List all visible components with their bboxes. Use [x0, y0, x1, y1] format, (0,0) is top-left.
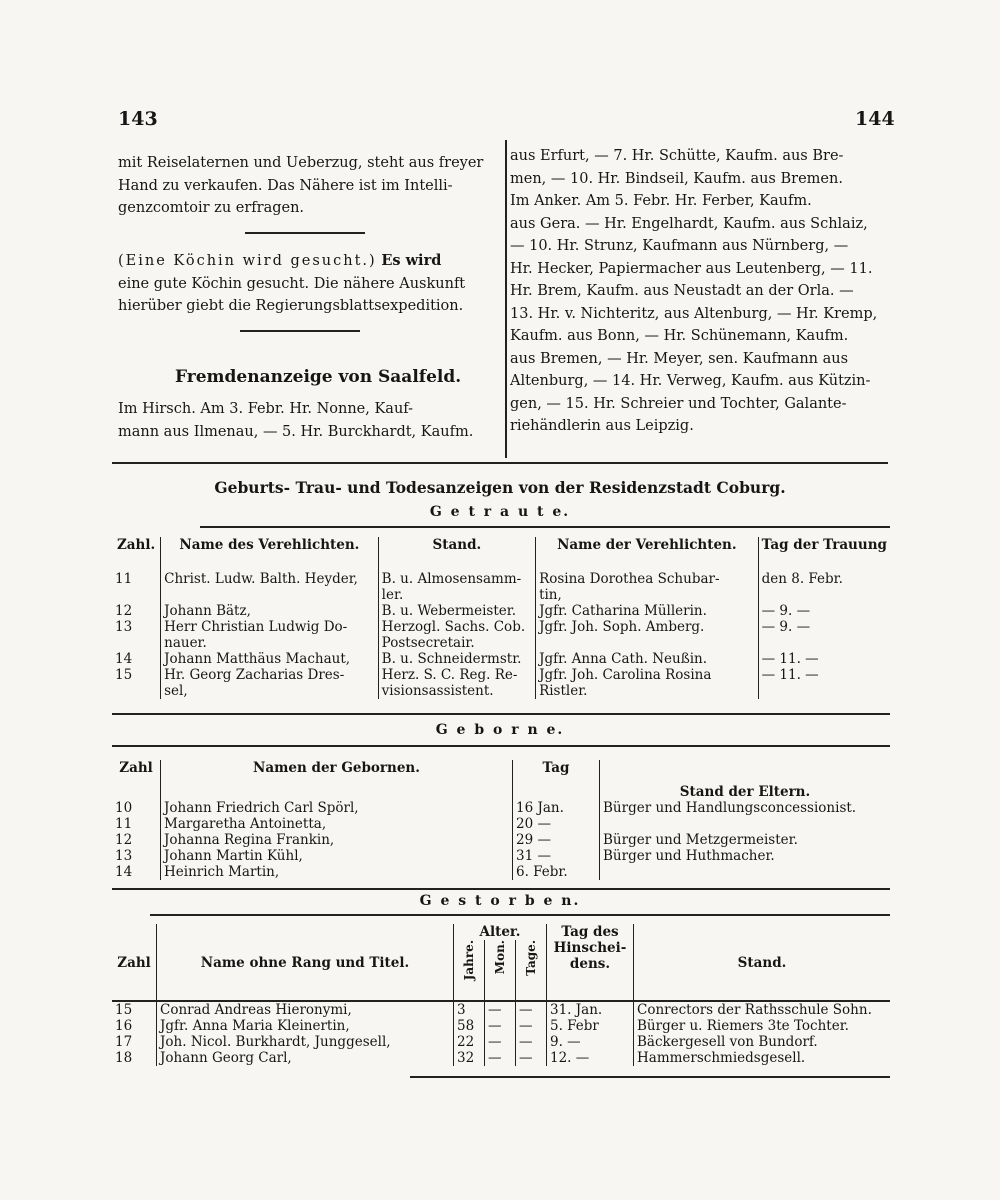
death-date: 9. — [547, 1034, 634, 1050]
table-row [112, 1002, 890, 1018]
age-days: — [516, 1034, 547, 1050]
gestorben-table [112, 924, 890, 1066]
wedding-date: — 9. — [758, 619, 890, 651]
deceased-name: Johann Georg Carl, [157, 1050, 454, 1066]
ad-line: hierüber giebt die Regierungsblattsexpedition. [118, 298, 464, 314]
age-days: — [516, 1050, 547, 1066]
bride-name: Jgfr. Catharina Müllerin. [536, 603, 759, 619]
getraute-title: G e t r a u t e. [429, 504, 571, 520]
ad-line: Kaufm. aus Bonn, — Hr. Schünemann, Kaufm. [510, 328, 849, 344]
col-header: Mon. [493, 940, 507, 975]
col-header: Zahl [117, 955, 151, 971]
birth-day: 6. Febr. [513, 864, 600, 880]
row-number: 15 [115, 1002, 133, 1018]
ad-line: — 10. Hr. Strunz, Kaufmann aus Nürnberg, — [510, 238, 849, 254]
groom-name: Herr Christian Ludwig Do- nauer. [161, 619, 379, 651]
ad-line: aus Bremen, — Hr. Meyer, sen. Kaufmann aus [510, 350, 849, 367]
bride-name: Jgfr. Anna Cath. Neußin. [536, 651, 759, 667]
age-years: 3 [454, 1002, 485, 1018]
child-name: Johann Friedrich Carl Spörl, [161, 800, 513, 816]
ad-line: aus Gera. — Hr. Engelhardt, Kaufm. aus Schlaiz, [510, 215, 868, 232]
deceased-name: Joh. Nicol. Burkhardt, Junggesell, [157, 1034, 454, 1050]
death-date: 31. Jan. [547, 1002, 634, 1018]
cook-ad [118, 250, 498, 318]
row-number: 17 [115, 1034, 133, 1050]
col-header: Jahre. [462, 940, 476, 981]
divider [112, 745, 890, 747]
deceased-status: Bürger u. Riemers 3te Tochter. [634, 1018, 891, 1034]
deceased-status: Conrectors der Rathsschule Sohn. [634, 1002, 891, 1018]
wedding-date: — 11. — [758, 651, 890, 667]
col-header: Stand. [378, 537, 535, 571]
birth-day: 20 — [513, 816, 600, 832]
birth-day: 31 — [513, 848, 600, 864]
row-number: 18 [115, 1050, 133, 1066]
col-header: Alter. [454, 924, 547, 940]
table-row [112, 848, 890, 864]
groom-status: B. u. Webermeister. [378, 603, 535, 619]
geborne-table [112, 760, 890, 880]
main-heading: Geburts- Trau- und Todesanzeigen von der Residenzstadt Coburg. [214, 478, 786, 497]
col-header: Stand. [634, 924, 891, 1002]
divider [112, 462, 888, 464]
divider [200, 526, 890, 528]
col-header: Tag der Trauung [758, 537, 890, 571]
table-row [112, 651, 890, 667]
parents-status: Bürger und Metzgermeister. [600, 832, 891, 848]
page-number-left: 143 [118, 108, 158, 130]
left-column [118, 152, 498, 220]
ad-line: gen, — 15. Hr. Schreier und Tochter, Galante- [510, 395, 847, 412]
col-header: Name der Verehlichten. [536, 537, 759, 571]
bride-name: Jgfr. Joh. Carolina Rosina Ristler. [536, 667, 759, 699]
getraute-table [112, 537, 890, 699]
column-divider [505, 140, 507, 458]
table-row [112, 603, 890, 619]
ad-heading: (Eine Köchin wird gesucht.) [118, 253, 377, 269]
wedding-date: den 8. Febr. [758, 571, 890, 603]
row-number: 12 [115, 832, 133, 848]
gestorben-title: G e s t o r b e n. [419, 893, 581, 909]
parents-status [600, 816, 891, 832]
divider [245, 232, 365, 234]
divider [112, 713, 890, 715]
groom-name: Christ. Ludw. Balth. Heyder, [161, 571, 379, 603]
age-years: 58 [454, 1018, 485, 1034]
ad-line: Es wird [381, 252, 442, 269]
row-number: 12 [115, 603, 133, 619]
child-name: Johann Martin Kühl, [161, 848, 513, 864]
age-months: — [485, 1050, 516, 1066]
deceased-name: Conrad Andreas Hieronymi, [157, 1002, 454, 1018]
age-days: — [516, 1002, 547, 1018]
geborne-title: G e b o r n e. [435, 722, 565, 738]
col-header: Tage. [524, 940, 538, 976]
death-date: 5. Febr [547, 1018, 634, 1034]
col-header: Stand der Eltern. [600, 760, 891, 800]
col-header: Namen der Gebornen. [161, 760, 513, 800]
table-row [112, 667, 890, 699]
age-months: — [485, 1018, 516, 1034]
age-years: 32 [454, 1050, 485, 1066]
table-row [112, 864, 890, 880]
parents-status: Bürger und Huthmacher. [600, 848, 891, 864]
child-name: Johanna Regina Frankin, [161, 832, 513, 848]
ad-line: mann aus Ilmenau, — 5. Hr. Burckhardt, Kaufm. [118, 423, 474, 440]
table-row [112, 800, 890, 816]
divider [410, 1076, 890, 1078]
groom-name: Johann Bätz, [161, 603, 379, 619]
right-column [510, 145, 895, 438]
table-row [112, 619, 890, 651]
ad-line: riehändlerin aus Leipzig. [510, 418, 694, 434]
divider [240, 330, 360, 332]
ad-line: Hr. Brem, Kaufm. aus Neustadt an der Orla. — [510, 283, 854, 299]
table-row [112, 816, 890, 832]
child-name: Margaretha Antoinetta, [161, 816, 513, 832]
deceased-status: Hammerschmiedsgesell. [634, 1050, 891, 1066]
section-title: Fremdenanzeige von Saalfeld. [175, 367, 462, 387]
ad-line: mit Reiselaternen und Ueberzug, steht aus freyer [118, 155, 484, 171]
page-number-right: 144 [855, 108, 895, 130]
age-years: 22 [454, 1034, 485, 1050]
deceased-name: Jgfr. Anna Maria Kleinertin, [157, 1018, 454, 1034]
row-number: 13 [115, 848, 133, 864]
table-row [112, 1034, 890, 1050]
divider [150, 914, 890, 916]
row-number: 10 [115, 800, 133, 816]
ad-line: Hand zu verkaufen. Das Nähere ist im Intelli- [118, 177, 453, 194]
parents-status [600, 864, 891, 880]
groom-status: B. u. Schneidermstr. [378, 651, 535, 667]
groom-name: Hr. Georg Zacharias Dres- sel, [161, 667, 379, 699]
col-header: Tag [513, 760, 600, 800]
ad-line: men, — 10. Hr. Bindseil, Kaufm. aus Bremen. [510, 170, 843, 187]
divider [112, 888, 890, 890]
groom-status: Herzogl. Sachs. Cob. Postsecretair. [378, 619, 535, 651]
birth-day: 29 — [513, 832, 600, 848]
groom-name: Johann Matthäus Machaut, [161, 651, 379, 667]
bride-name: Jgfr. Joh. Soph. Amberg. [536, 619, 759, 651]
col-header: Zahl. [116, 537, 156, 553]
divider [112, 1000, 890, 1002]
col-header: Name ohne Rang und Titel. [157, 924, 454, 1002]
table-row [112, 1050, 890, 1066]
age-months: — [485, 1034, 516, 1050]
row-number: 11 [115, 816, 133, 832]
wedding-date: — 9. — [758, 603, 890, 619]
row-number: 14 [115, 651, 133, 667]
col-header: Tag des Hinschei-dens. [547, 924, 634, 1002]
ad-line: aus Erfurt, — 7. Hr. Schütte, Kaufm. aus Bre- [510, 148, 844, 164]
col-header: Name des Verehlichten. [161, 537, 379, 571]
bride-name: Rosina Dorothea Schubar- tin, [536, 571, 759, 603]
row-number: 14 [115, 864, 133, 880]
table-row [112, 571, 890, 603]
left-column-bottom [118, 398, 503, 443]
groom-status: Herz. S. C. Reg. Re- visionsassistent. [378, 667, 535, 699]
ad-line: eine gute Köchin gesucht. Die nähere Auskunft [118, 275, 466, 292]
ad-line: Altenburg, — 14. Hr. Verweg, Kaufm. aus Kützin- [510, 373, 871, 389]
table-row [112, 1018, 890, 1034]
ad-line: Hr. Hecker, Papiermacher aus Leutenberg, — 11. [510, 260, 873, 277]
row-number: 15 [115, 667, 133, 683]
child-name: Heinrich Martin, [161, 864, 513, 880]
wedding-date: — 11. — [758, 667, 890, 699]
age-months: — [485, 1002, 516, 1018]
row-number: 11 [115, 571, 133, 587]
death-date: 12. — [547, 1050, 634, 1066]
parents-status: Bürger und Handlungsconcessionist. [600, 800, 891, 816]
table-row [112, 832, 890, 848]
ad-line: 13. Hr. v. Nichteritz, aus Altenburg, — Hr. Kremp, [510, 305, 878, 322]
ad-line: Im Hirsch. Am 3. Febr. Hr. Nonne, Kauf- [118, 401, 414, 417]
row-number: 13 [115, 619, 133, 635]
col-header: Zahl [119, 760, 153, 776]
ad-line: genzcomtoir zu erfragen. [118, 200, 305, 216]
groom-status: B. u. Almosensamm- ler. [378, 571, 535, 603]
birth-day: 16 Jan. [513, 800, 600, 816]
age-days: — [516, 1018, 547, 1034]
deceased-status: Bäckergesell von Bundorf. [634, 1034, 891, 1050]
ad-line: Im Anker. Am 5. Febr. Hr. Ferber, Kaufm. [510, 193, 812, 209]
row-number: 16 [115, 1018, 133, 1034]
